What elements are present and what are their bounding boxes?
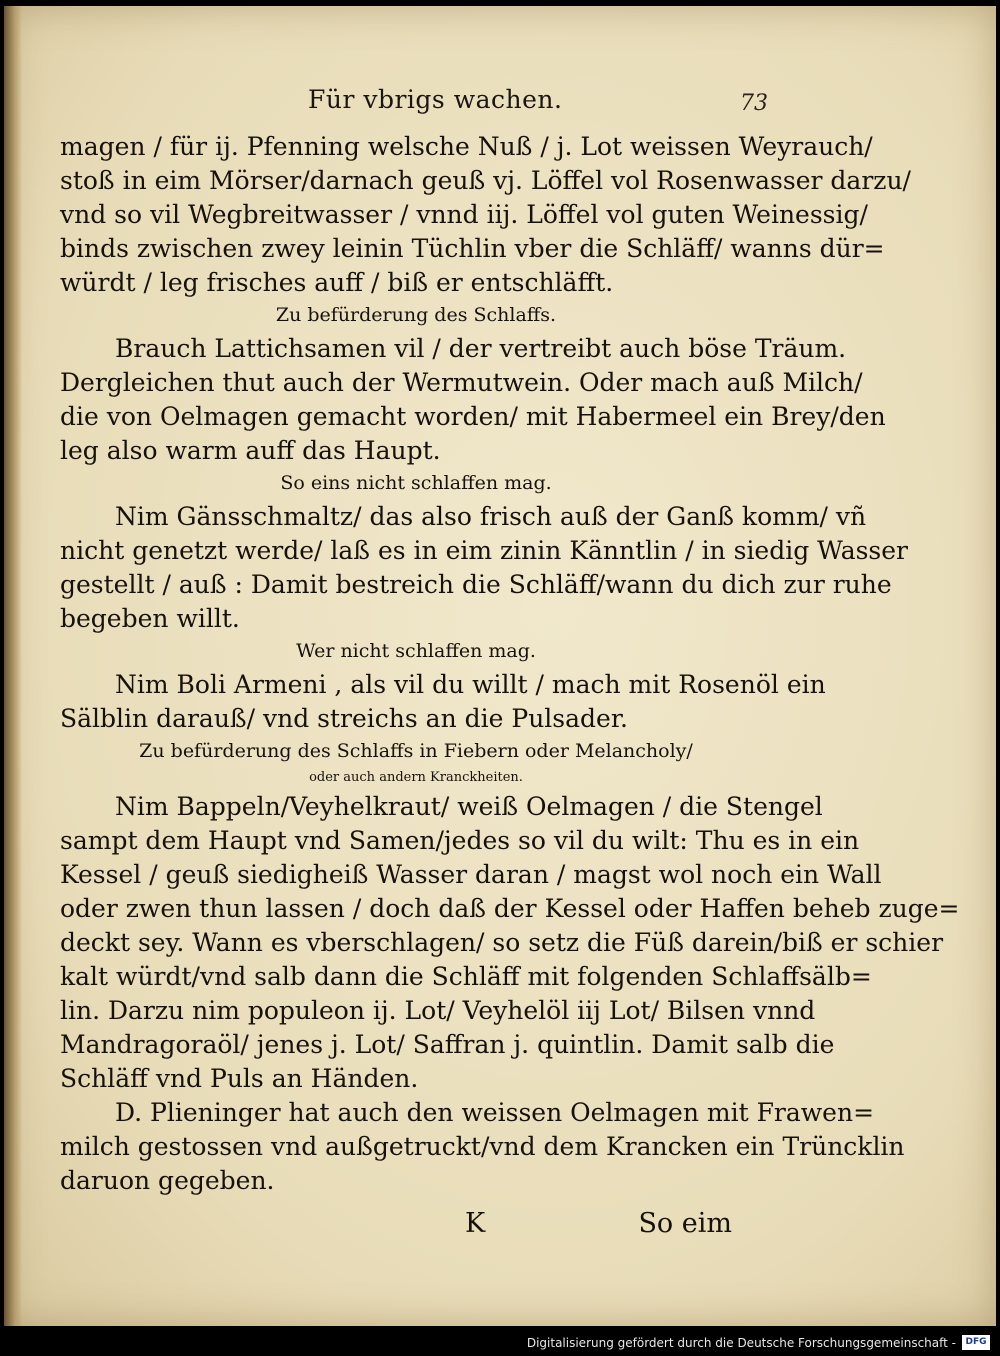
text-line: milch gestossen vnd außgetruckt/vnd dem Krancken ein Trüncklin xyxy=(60,1132,905,1161)
text-line: sampt dem Haupt vnd Samen/jedes so vil du wilt: Thu es in ein xyxy=(60,826,860,855)
text-line: oder zwen thun lassen / doch daß der Kessel oder Haffen beheb zuge= xyxy=(60,894,960,923)
text-line: Mandragoraöl/ jenes j. Lot/ Saffran j. quintlin. Damit salb die xyxy=(60,1030,835,1059)
text-line: Brauch Lattichsamen vil / der vertreibt auch böse Träum. xyxy=(115,334,847,363)
text-line: die von Oelmagen gemacht worden/ mit Habermeel ein Brey/den xyxy=(60,402,886,431)
catchword: So eim xyxy=(638,1208,732,1239)
text-line: kalt würdt/vnd salb dann die Schläff mit folgenden Schlaffsälb= xyxy=(60,962,872,991)
section-heading: Zu befürderung des Schlaffs in Fiebern oder Melancholy/ xyxy=(139,740,693,762)
text-line: gestellt / auß : Damit bestreich die Schläff/wann du dich zur ruhe xyxy=(60,570,892,599)
text-line: Nim Gänsschmaltz/ das also frisch auß der Ganß komm/ vñ xyxy=(115,502,867,531)
text-line: Dergleichen thut auch der Wermutwein. Oder mach auß Milch/ xyxy=(60,368,863,397)
text-line: vnd so vil Wegbreitwasser / vnnd iij. Löffel vol guten Weinessig/ xyxy=(60,200,868,229)
text-line: lin. Darzu nim populeon ij. Lot/ Veyhelöl iij Lot/ Bilsen vnnd xyxy=(60,996,816,1025)
text-line: würdt / leg frisches auff / biß er entschläfft. xyxy=(60,268,614,297)
section-heading: Zu befürderung des Schlaffs. xyxy=(275,304,557,326)
page-header xyxy=(60,85,768,125)
section-heading: So eins nicht schlaffen mag. xyxy=(280,472,552,494)
page-gutter-shadow xyxy=(4,6,22,1326)
dfg-logo: DFG xyxy=(962,1335,990,1350)
text-line: Nim Boli Armeni , als vil du willt / mach mit Rosenöl ein xyxy=(115,670,826,699)
funding-credit: Digitalisierung gefördert durch die Deutsche Forschungsgemeinschaft - xyxy=(526,1336,956,1350)
page-footer-marks xyxy=(60,1204,772,1248)
signature-mark: K xyxy=(465,1208,486,1239)
text-line: Sälblin darauß/ vnd streichs an die Pulsader. xyxy=(60,704,628,733)
text-line: nicht genetzt werde/ laß es in eim zinin Känntlin / in siedig Wasser xyxy=(60,536,909,565)
text-line: Schläff vnd Puls an Händen. xyxy=(60,1064,419,1093)
text-line: daruon gegeben. xyxy=(60,1166,275,1195)
running-title: Für vbrigs wachen. xyxy=(308,85,563,114)
text-line: D. Plieninger hat auch den weissen Oelmagen mit Frawen= xyxy=(115,1098,875,1127)
section-heading: Wer nicht schlaffen mag. xyxy=(296,640,536,662)
text-line: begeben willt. xyxy=(60,604,240,633)
text-line: stoß in eim Mörser/darnach geuß vj. Löffel vol Rosenwasser darzu/ xyxy=(60,166,911,195)
text-line: binds zwischen zwey leinin Tüchlin vber die Schläff/ wanns dür= xyxy=(60,234,885,263)
page-body xyxy=(60,130,960,1248)
text-line: leg also warm auff das Haupt. xyxy=(60,436,441,465)
page-number: 73 xyxy=(740,91,768,116)
section-subheading: oder auch andern Kranckheiten. xyxy=(309,770,523,785)
text-line: Kessel / geuß siedigheiß Wasser daran / magst wol noch ein Wall xyxy=(60,860,882,889)
text-line: magen / für ij. Pfenning welsche Nuß / j. Lot weissen Weyrauch/ xyxy=(60,132,873,161)
text-line: Nim Bappeln/Veyhelkraut/ weiß Oelmagen / die Stengel xyxy=(115,792,823,821)
digitization-footer xyxy=(0,1330,1000,1356)
text-line: deckt sey. Wann es vberschlagen/ so setz die Füß darein/biß er schier xyxy=(60,928,944,957)
